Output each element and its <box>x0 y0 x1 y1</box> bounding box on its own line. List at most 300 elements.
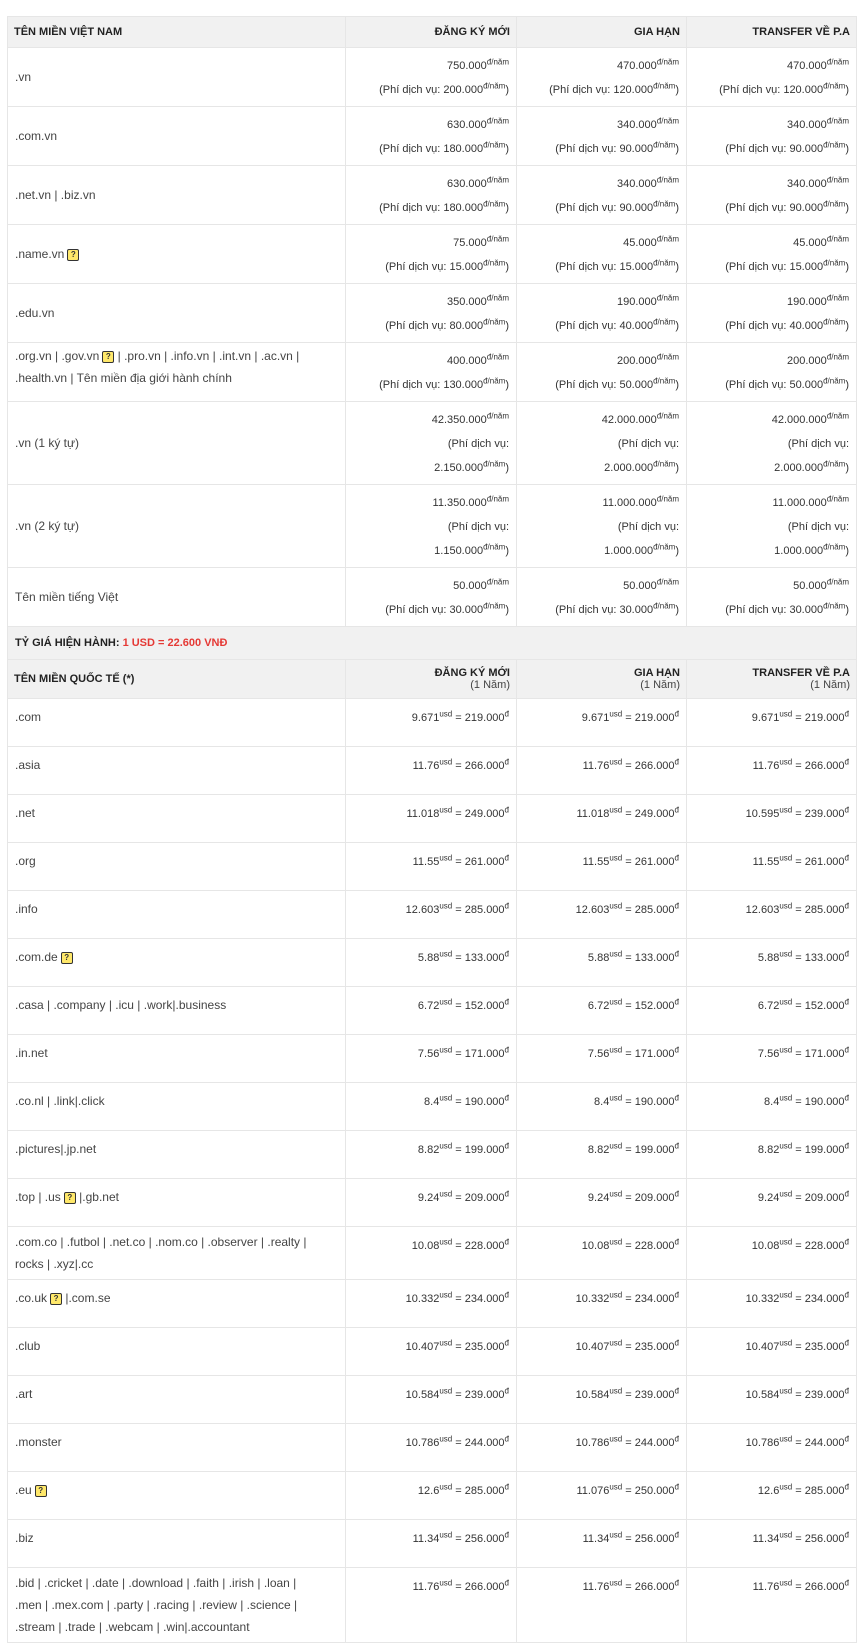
domain-name: .co.nl | .link|.click <box>15 1094 105 1108</box>
unit-superscript: usd <box>609 1045 623 1055</box>
price-usd: 12.6 <box>417 1485 440 1497</box>
domain-name: .co.uk <box>15 1291 48 1305</box>
price-vnd: 234.000 <box>634 1293 675 1305</box>
price-vnd: 266.000 <box>804 760 845 772</box>
exchange-rate-value: 1 USD = 22.600 VNĐ <box>122 637 228 649</box>
domain-name-cell <box>8 568 346 627</box>
domain-name: .org.vn | .gov.vn <box>15 349 100 363</box>
header-label: GIA HẠN <box>633 26 680 38</box>
unit-superscript: đ/năm <box>656 352 679 362</box>
price-vnd: 239.000 <box>804 1389 845 1401</box>
price-renew-cell: $7.56^{usd} = 171.000^đ$ <box>517 1035 687 1083</box>
price-usd: 10.332 <box>405 1293 440 1305</box>
domain-name: .net.vn | .biz.vn <box>15 188 96 202</box>
unit-superscript: đ/năm <box>826 116 849 126</box>
price-value: 50.000 <box>623 580 657 592</box>
intl-table-row <box>8 699 857 747</box>
price-renew-cell: $200.000^{đ/năm}$ (Phí dịch vụ: $50.000^{đ/năm}$) <box>517 343 687 402</box>
price-renew-cell: $470.000^{đ/năm}$ (Phí dịch vụ: $120.000^{đ/năm}$) <box>517 48 687 107</box>
intl-table-row <box>8 1376 857 1424</box>
domain-name: .org <box>15 854 36 868</box>
unit-superscript: đ <box>844 1189 849 1199</box>
domain-name: .vn (2 ký tự) <box>15 519 80 533</box>
price-value: 45.000 <box>793 237 827 249</box>
price-usd: 10.786 <box>405 1437 440 1449</box>
price-reg-cell: $10.332^{usd} = 234.000^đ$ <box>346 1280 517 1328</box>
unit-superscript: usd <box>439 1045 453 1055</box>
unit-superscript: đ/năm <box>656 411 679 421</box>
unit-superscript: đ/năm <box>483 199 506 209</box>
intl-table-row <box>8 1424 857 1472</box>
unit-superscript: đ <box>674 1045 679 1055</box>
domain-name-cell <box>8 402 346 485</box>
price-vnd: 219.000 <box>804 712 845 724</box>
exchange-rate-label: TỶ GIÁ HIỆN HÀNH: <box>15 637 120 649</box>
vn-table-row <box>8 284 857 343</box>
unit-superscript: đ/năm <box>656 116 679 126</box>
domain-name-cell <box>8 795 346 843</box>
unit-superscript: đ/năm <box>653 376 676 386</box>
domain-name-cell <box>8 107 346 166</box>
price-transfer-cell: $42.000.000^{đ/năm}$ (Phí dịch vụ: $2.000.000^{đ/năm}$) <box>687 402 857 485</box>
service-fee: (Phí dịch vụ: 120.000 <box>719 84 824 96</box>
unit-superscript: đ <box>844 1093 849 1103</box>
price-value: 630.000 <box>447 119 487 131</box>
price-usd: 9.24 <box>757 1192 780 1204</box>
unit-superscript: usd <box>609 805 623 815</box>
price-usd: 10.786 <box>575 1437 610 1449</box>
unit-superscript: usd <box>779 1578 793 1588</box>
price-transfer-cell: $9.24^{usd} = 209.000^đ$ <box>687 1179 857 1227</box>
unit-superscript: đ <box>504 1141 509 1151</box>
domain-name: .vn <box>15 70 32 84</box>
domain-name: .stream | .trade | .webcam | .win|.accountant <box>15 1620 250 1634</box>
domain-name-cell <box>8 843 346 891</box>
unit-superscript: usd <box>439 949 453 959</box>
domain-name: .com.co | .futbol | .net.co | .nom.co | .observer | .realty | <box>15 1235 307 1249</box>
price-reg-cell: $350.000^{đ/năm}$ (Phí dịch vụ: $80.000^{đ/năm}$) <box>346 284 517 343</box>
unit-superscript: đ/năm <box>823 542 846 552</box>
price-usd: 11.76 <box>582 1581 610 1593</box>
price-renew-cell: $9.24^{usd} = 209.000^đ$ <box>517 1179 687 1227</box>
unit-superscript: usd <box>439 1338 453 1348</box>
unit-superscript: usd <box>779 901 793 911</box>
unit-superscript: đ <box>504 1237 509 1247</box>
price-value: 400.000 <box>447 355 487 367</box>
price-usd: 12.603 <box>405 904 440 916</box>
domain-name: |.gb.net <box>79 1190 119 1204</box>
service-fee-value: 1.150.000 <box>434 545 484 557</box>
unit-superscript: đ/năm <box>483 140 506 150</box>
unit-superscript: usd <box>609 1530 623 1540</box>
unit-superscript: usd <box>439 1093 453 1103</box>
price-renew-cell: $8.82^{usd} = 199.000^đ$ <box>517 1131 687 1179</box>
price-reg-cell: $9.671^{usd} = 219.000^đ$ <box>346 699 517 747</box>
domain-name-cell <box>8 225 346 284</box>
unit-superscript: đ <box>504 901 509 911</box>
price-usd: 10.584 <box>575 1389 610 1401</box>
service-fee: (Phí dịch vụ: 15.000 <box>725 261 824 273</box>
price-usd: 5.88 <box>587 952 610 964</box>
price-usd: 10.407 <box>575 1341 610 1353</box>
price-usd: 11.34 <box>582 1533 610 1545</box>
price-vnd: 171.000 <box>634 1048 675 1060</box>
domain-name-cell <box>8 1227 346 1280</box>
price-reg-cell: $750.000^{đ/năm}$ (Phí dịch vụ: $200.000^{đ/năm}$) <box>346 48 517 107</box>
price-value: 190.000 <box>617 296 657 308</box>
unit-superscript: đ <box>844 709 849 719</box>
unit-superscript: đ <box>504 997 509 1007</box>
price-reg-cell: $12.6^{usd} = 285.000^đ$ <box>346 1472 517 1520</box>
help-icon[interactable]: ? <box>64 1192 76 1204</box>
price-value: 42.350.000 <box>431 414 487 426</box>
domain-name-cell <box>8 1328 346 1376</box>
price-reg-cell: $630.000^{đ/năm}$ (Phí dịch vụ: $180.000^{đ/năm}$) <box>346 107 517 166</box>
price-transfer-cell: $7.56^{usd} = 171.000^đ$ <box>687 1035 857 1083</box>
unit-superscript: đ/năm <box>653 317 676 327</box>
header-label: ĐĂNG KÝ MỚI <box>434 26 510 38</box>
header-label: TÊN MIỀN QUỐC TẾ (*) <box>14 673 135 685</box>
help-icon[interactable]: ? <box>67 249 79 261</box>
price-vnd: 209.000 <box>634 1192 675 1204</box>
domain-name: .in.net <box>15 1046 48 1060</box>
help-icon[interactable]: ? <box>61 952 73 964</box>
price-usd: 11.076 <box>576 1485 610 1497</box>
unit-superscript: usd <box>439 709 453 719</box>
price-value: 200.000 <box>787 355 827 367</box>
domain-name-cell <box>8 1179 346 1227</box>
unit-superscript: usd <box>439 1189 453 1199</box>
intl-header-col4 <box>687 660 857 699</box>
price-usd: 11.55 <box>412 856 440 868</box>
unit-superscript: đ/năm <box>826 293 849 303</box>
header-label: TRANSFER VỀ P.A <box>752 26 850 38</box>
unit-superscript: đ <box>844 1045 849 1055</box>
service-fee: (Phí dịch vụ: 80.000 <box>385 320 484 332</box>
domain-name: |.com.se <box>65 1291 111 1305</box>
price-renew-cell: $10.407^{usd} = 235.000^đ$ <box>517 1328 687 1376</box>
price-transfer-cell: $340.000^{đ/năm}$ (Phí dịch vụ: $90.000^{đ/năm}$) <box>687 107 857 166</box>
unit-superscript: đ/năm <box>653 140 676 150</box>
price-renew-cell: $9.671^{usd} = 219.000^đ$ <box>517 699 687 747</box>
unit-superscript: đ <box>504 1482 509 1492</box>
price-value: 340.000 <box>617 119 657 131</box>
price-renew-cell: $11.76^{usd} = 266.000^đ$ <box>517 747 687 795</box>
unit-superscript: đ <box>674 1482 679 1492</box>
service-fee-label: (Phí dịch vụ: <box>617 521 679 533</box>
service-fee: (Phí dịch vụ: 15.000 <box>385 261 484 273</box>
domain-name-cell <box>8 987 346 1035</box>
price-vnd: 244.000 <box>634 1437 675 1449</box>
price-usd: 12.6 <box>757 1485 780 1497</box>
vn-table-row <box>8 107 857 166</box>
vn-table-row <box>8 48 857 107</box>
price-vnd: 209.000 <box>804 1192 845 1204</box>
intl-table-row <box>8 1328 857 1376</box>
unit-superscript: đ <box>844 901 849 911</box>
unit-superscript: usd <box>439 805 453 815</box>
price-transfer-cell: $340.000^{đ/năm}$ (Phí dịch vụ: $90.000^{đ/năm}$) <box>687 166 857 225</box>
unit-superscript: usd <box>779 1189 793 1199</box>
unit-superscript: đ/năm <box>653 542 676 552</box>
price-renew-cell: $10.786^{usd} = 244.000^đ$ <box>517 1424 687 1472</box>
service-fee: (Phí dịch vụ: 50.000 <box>555 379 654 391</box>
price-usd: 5.88 <box>757 952 780 964</box>
domain-name: .pictures|.jp.net <box>15 1142 97 1156</box>
unit-superscript: usd <box>609 1290 623 1300</box>
service-fee: (Phí dịch vụ: 15.000 <box>555 261 654 273</box>
unit-superscript: đ/năm <box>823 317 846 327</box>
help-icon[interactable]: ? <box>35 1485 47 1497</box>
price-vnd: 219.000 <box>634 712 675 724</box>
price-vnd: 219.000 <box>464 712 505 724</box>
price-reg-cell: $11.76^{usd} = 266.000^đ$ <box>346 747 517 795</box>
unit-superscript: đ <box>674 1093 679 1103</box>
price-vnd: 190.000 <box>804 1096 845 1108</box>
unit-superscript: đ/năm <box>656 234 679 244</box>
price-vnd: 285.000 <box>464 1485 505 1497</box>
service-fee-label: (Phí dịch vụ: <box>447 521 509 533</box>
unit-superscript: đ/năm <box>653 459 676 469</box>
unit-superscript: usd <box>439 1530 453 1540</box>
domain-name: .com.de <box>15 950 58 964</box>
help-icon[interactable]: ? <box>50 1293 62 1305</box>
intl-table-row <box>8 1520 857 1568</box>
unit-superscript: đ/năm <box>483 601 506 611</box>
vn-table-row <box>8 343 857 402</box>
domain-name: .com.vn <box>15 129 58 143</box>
price-usd: 10.595 <box>745 808 780 820</box>
domain-name: .asia <box>15 758 41 772</box>
unit-superscript: usd <box>609 1338 623 1348</box>
price-transfer-cell: $11.76^{usd} = 266.000^đ$ <box>687 1568 857 1643</box>
unit-superscript: đ <box>674 1530 679 1540</box>
domain-name: rocks | .xyz|.cc <box>15 1257 94 1271</box>
price-value: 190.000 <box>787 296 827 308</box>
price-usd: 11.76 <box>412 760 440 772</box>
price-transfer-cell: $8.4^{usd} = 190.000^đ$ <box>687 1083 857 1131</box>
service-fee: (Phí dịch vụ: 30.000 <box>385 604 484 616</box>
price-vnd: 199.000 <box>634 1144 675 1156</box>
unit-superscript: đ <box>844 1434 849 1444</box>
price-usd: 8.4 <box>424 1096 440 1108</box>
price-usd: 10.584 <box>405 1389 440 1401</box>
price-vnd: 285.000 <box>804 1485 845 1497</box>
price-renew-cell: $12.603^{usd} = 285.000^đ$ <box>517 891 687 939</box>
price-usd: 7.56 <box>757 1048 780 1060</box>
price-reg-cell: $11.018^{usd} = 249.000^đ$ <box>346 795 517 843</box>
price-vnd: 228.000 <box>804 1240 845 1252</box>
header-sub-label: (1 Năm) <box>810 679 850 691</box>
unit-superscript: đ <box>844 1141 849 1151</box>
unit-superscript: đ/năm <box>486 116 509 126</box>
price-reg-cell: $8.4^{usd} = 190.000^đ$ <box>346 1083 517 1131</box>
domain-name: .art <box>15 1387 33 1401</box>
unit-superscript: đ/năm <box>826 494 849 504</box>
domain-name-cell <box>8 939 346 987</box>
price-renew-cell: $11.076^{usd} = 250.000^đ$ <box>517 1472 687 1520</box>
intl-table-row <box>8 1280 857 1328</box>
price-usd: 10.407 <box>405 1341 440 1353</box>
unit-superscript: đ <box>674 853 679 863</box>
unit-superscript: usd <box>779 1290 793 1300</box>
domain-name-cell <box>8 1035 346 1083</box>
price-vnd: 261.000 <box>634 856 675 868</box>
unit-superscript: đ <box>674 1237 679 1247</box>
price-transfer-cell: $10.786^{usd} = 244.000^đ$ <box>687 1424 857 1472</box>
intl-table-row <box>8 939 857 987</box>
unit-superscript: đ <box>674 901 679 911</box>
unit-superscript: usd <box>779 805 793 815</box>
price-renew-cell: $6.72^{usd} = 152.000^đ$ <box>517 987 687 1035</box>
price-usd: 11.018 <box>406 808 440 820</box>
price-transfer-cell: $190.000^{đ/năm}$ (Phí dịch vụ: $40.000^{đ/năm}$) <box>687 284 857 343</box>
domain-name: .men | .mex.com | .party | .racing | .review | .science | <box>15 1598 298 1612</box>
price-value: 50.000 <box>453 580 487 592</box>
intl-table-row <box>8 843 857 891</box>
price-usd: 11.76 <box>752 1581 780 1593</box>
domain-name: .casa | .company | .icu | .work|.business <box>15 998 227 1012</box>
intl-table-row <box>8 1035 857 1083</box>
price-transfer-cell: $5.88^{usd} = 133.000^đ$ <box>687 939 857 987</box>
unit-superscript: usd <box>439 901 453 911</box>
domain-name: Tên miền tiếng Việt <box>15 590 119 604</box>
price-renew-cell: $10.584^{usd} = 239.000^đ$ <box>517 1376 687 1424</box>
service-fee: (Phí dịch vụ: 90.000 <box>555 202 654 214</box>
price-value: 350.000 <box>447 296 487 308</box>
price-renew-cell: $11.76^{usd} = 266.000^đ$ <box>517 1568 687 1643</box>
price-usd: 6.72 <box>757 1000 780 1012</box>
price-usd: 12.603 <box>575 904 610 916</box>
unit-superscript: usd <box>609 1189 623 1199</box>
unit-superscript: đ <box>504 853 509 863</box>
price-renew-cell: $42.000.000^{đ/năm}$ (Phí dịch vụ: $2.000.000^{đ/năm}$) <box>517 402 687 485</box>
price-vnd: 152.000 <box>634 1000 675 1012</box>
price-usd: 10.786 <box>745 1437 780 1449</box>
unit-superscript: đ <box>844 1338 849 1348</box>
service-fee: (Phí dịch vụ: 30.000 <box>725 604 824 616</box>
help-icon[interactable]: ? <box>102 351 114 363</box>
unit-superscript: usd <box>609 997 623 1007</box>
domain-name-cell <box>8 747 346 795</box>
price-vnd: 244.000 <box>464 1437 505 1449</box>
unit-superscript: đ <box>674 1434 679 1444</box>
price-reg-cell: $630.000^{đ/năm}$ (Phí dịch vụ: $180.000^{đ/năm}$) <box>346 166 517 225</box>
price-vnd: 244.000 <box>804 1437 845 1449</box>
unit-superscript: đ/năm <box>826 352 849 362</box>
unit-superscript: đ <box>674 805 679 815</box>
price-reg-cell: $42.350.000^{đ/năm}$ (Phí dịch vụ: $2.150.000^{đ/năm}$) <box>346 402 517 485</box>
price-renew-cell: $45.000^{đ/năm}$ (Phí dịch vụ: $15.000^{đ/năm}$) <box>517 225 687 284</box>
unit-superscript: đ <box>674 757 679 767</box>
intl-table-row <box>8 891 857 939</box>
price-transfer-cell: $11.34^{usd} = 256.000^đ$ <box>687 1520 857 1568</box>
price-transfer-cell: $45.000^{đ/năm}$ (Phí dịch vụ: $15.000^{đ/năm}$) <box>687 225 857 284</box>
unit-superscript: đ/năm <box>653 199 676 209</box>
unit-superscript: đ/năm <box>486 494 509 504</box>
unit-superscript: usd <box>439 1237 453 1247</box>
unit-superscript: đ/năm <box>826 234 849 244</box>
price-usd: 12.603 <box>745 904 780 916</box>
unit-superscript: đ/năm <box>826 411 849 421</box>
unit-superscript: đ/năm <box>826 577 849 587</box>
price-usd: 11.55 <box>582 856 610 868</box>
header-sub-label: (1 Năm) <box>470 679 510 691</box>
intl-table-header <box>8 660 857 699</box>
price-value: 11.000.000 <box>772 497 827 509</box>
unit-superscript: usd <box>439 757 453 767</box>
header-label: GIA HẠN <box>633 667 680 679</box>
price-vnd: 266.000 <box>804 1581 845 1593</box>
domain-name-cell <box>8 343 346 402</box>
service-fee-label: (Phí dịch vụ: <box>617 438 679 450</box>
price-transfer-cell: $9.671^{usd} = 219.000^đ$ <box>687 699 857 747</box>
unit-superscript: usd <box>779 1045 793 1055</box>
price-renew-cell: $50.000^{đ/năm}$ (Phí dịch vụ: $30.000^{đ/năm}$) <box>517 568 687 627</box>
price-transfer-cell: $10.407^{usd} = 235.000^đ$ <box>687 1328 857 1376</box>
domain-name: .net <box>15 806 36 820</box>
service-fee-value: 1.000.000 <box>774 545 824 557</box>
vn-header-col2 <box>346 17 517 48</box>
price-value: 75.000 <box>453 237 487 249</box>
price-vnd: 133.000 <box>634 952 675 964</box>
unit-superscript: đ/năm <box>483 81 506 91</box>
price-usd: 10.08 <box>751 1240 780 1252</box>
header-label: TRANSFER VỀ P.A <box>752 667 850 679</box>
unit-superscript: đ <box>504 1189 509 1199</box>
price-usd: 11.55 <box>752 856 780 868</box>
price-reg-cell: $5.88^{usd} = 133.000^đ$ <box>346 939 517 987</box>
service-fee-label: (Phí dịch vụ: <box>447 438 509 450</box>
price-vnd: 235.000 <box>464 1341 505 1353</box>
price-usd: 11.76 <box>412 1581 440 1593</box>
price-usd: 11.76 <box>752 760 780 772</box>
price-value: 340.000 <box>617 178 657 190</box>
unit-superscript: đ/năm <box>483 459 506 469</box>
service-fee-label: (Phí dịch vụ: <box>787 438 849 450</box>
price-vnd: 250.000 <box>634 1485 675 1497</box>
service-fee: (Phí dịch vụ: 90.000 <box>725 202 824 214</box>
intl-table-row <box>8 1568 857 1643</box>
unit-superscript: usd <box>779 949 793 959</box>
price-transfer-cell: $200.000^{đ/năm}$ (Phí dịch vụ: $50.000^{đ/năm}$) <box>687 343 857 402</box>
unit-superscript: đ <box>844 853 849 863</box>
unit-superscript: usd <box>779 1141 793 1151</box>
unit-superscript: usd <box>779 757 793 767</box>
unit-superscript: đ <box>504 1530 509 1540</box>
price-usd: 10.08 <box>581 1240 610 1252</box>
unit-superscript: đ <box>844 1237 849 1247</box>
unit-superscript: usd <box>609 1093 623 1103</box>
price-usd: 10.584 <box>745 1389 780 1401</box>
price-vnd: 285.000 <box>634 904 675 916</box>
domain-name-cell <box>8 1376 346 1424</box>
unit-superscript: đ/năm <box>826 175 849 185</box>
price-usd: 9.671 <box>411 712 440 724</box>
service-fee: (Phí dịch vụ: 40.000 <box>555 320 654 332</box>
price-usd: 11.018 <box>576 808 610 820</box>
price-transfer-cell: $11.55^{usd} = 261.000^đ$ <box>687 843 857 891</box>
unit-superscript: đ <box>674 1338 679 1348</box>
unit-superscript: đ <box>504 1578 509 1588</box>
unit-superscript: đ/năm <box>656 293 679 303</box>
domain-name: .biz <box>15 1531 34 1545</box>
service-fee: (Phí dịch vụ: 200.000 <box>379 84 484 96</box>
price-renew-cell: $11.34^{usd} = 256.000^đ$ <box>517 1520 687 1568</box>
service-fee-value: 1.000.000 <box>604 545 654 557</box>
domain-name-cell <box>8 48 346 107</box>
domain-name: .bid | .cricket | .date | .download | .faith | .irish | .loan | <box>15 1576 297 1590</box>
